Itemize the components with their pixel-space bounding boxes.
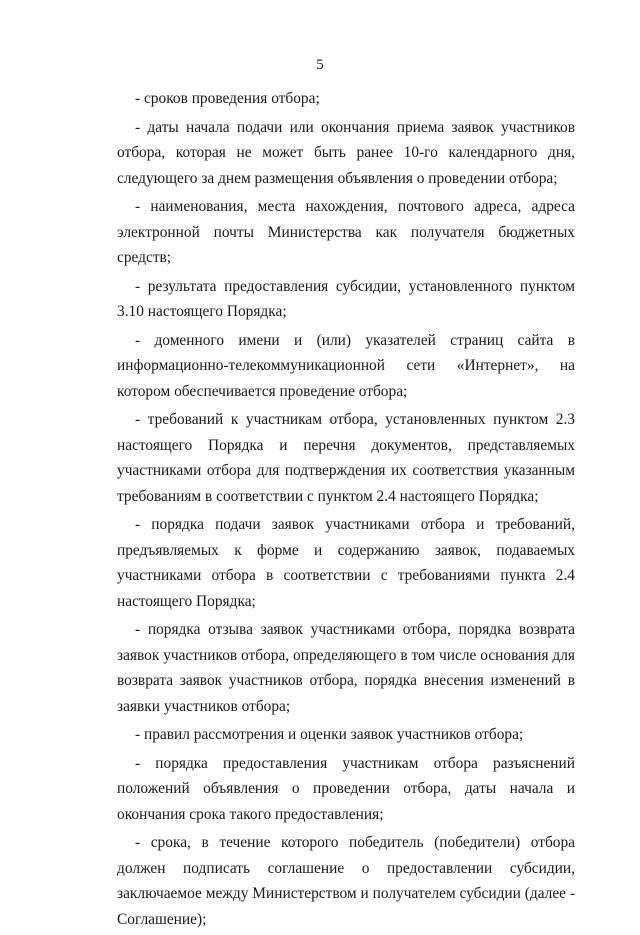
- page-number: 5: [316, 57, 324, 73]
- list-item: - правил рассмотрения и оценки заявок участников отбора;: [135, 726, 524, 743]
- list-item: - даты начала подачи или окончания приема заявок участников отбора, которая не может быть ранее 10-го календарного дня, следующего за днем размещения объявления о проведении отбора;: [117, 118, 575, 187]
- list-item: - результата предоставления субсидии, установленного пунктом 3.10 настоящего Порядка;: [117, 277, 575, 320]
- document-body: [117, 86, 575, 935]
- list-item: - срока, в течение которого победитель (победители) отбора должен подписать соглашение о предоставлении субсидии, заключаемое между Министерством и получателем субсидии (далее - Соглашение);: [117, 834, 575, 928]
- list-item: - доменного имени и (или) указателей страниц сайта в информационно-телекоммуникационной сети «Интернет», на котором обеспечивается проведение отбора;: [117, 331, 575, 400]
- list-item: - требований к участникам отбора, установленных пунктом 2.3 настоящего Порядка и перечня документов, представляемых участниками отбора для подтверждения их соответствия указанным требованиям в соответствии с пунктом 2.4 настоящего Порядка;: [117, 411, 575, 505]
- list-item: - порядка отзыва заявок участниками отбора, порядка возврата заявок участников отбора, определяющего в том числе основания для возврата заявок участников отбора, порядка внесения изменений в заявки участников отбора;: [117, 621, 575, 715]
- list-item: - порядка предоставления участникам отбора разъяснений положений объявления о проведении отбора, даты начала и окончания срока такого предоставления;: [117, 754, 575, 823]
- list-item: - порядка подачи заявок участниками отбора и требований, предъявляемых к форме и содержанию заявок, подаваемых участниками отбора в соответствии с требованиями пункта 2.4 настоящего Порядка;: [117, 516, 575, 610]
- list-item: - сроков проведения отбора;: [135, 90, 320, 107]
- list-item: - наименования, места нахождения, почтового адреса, адреса электронной почты Министерства как получателя бюджетных средств;: [117, 198, 575, 266]
